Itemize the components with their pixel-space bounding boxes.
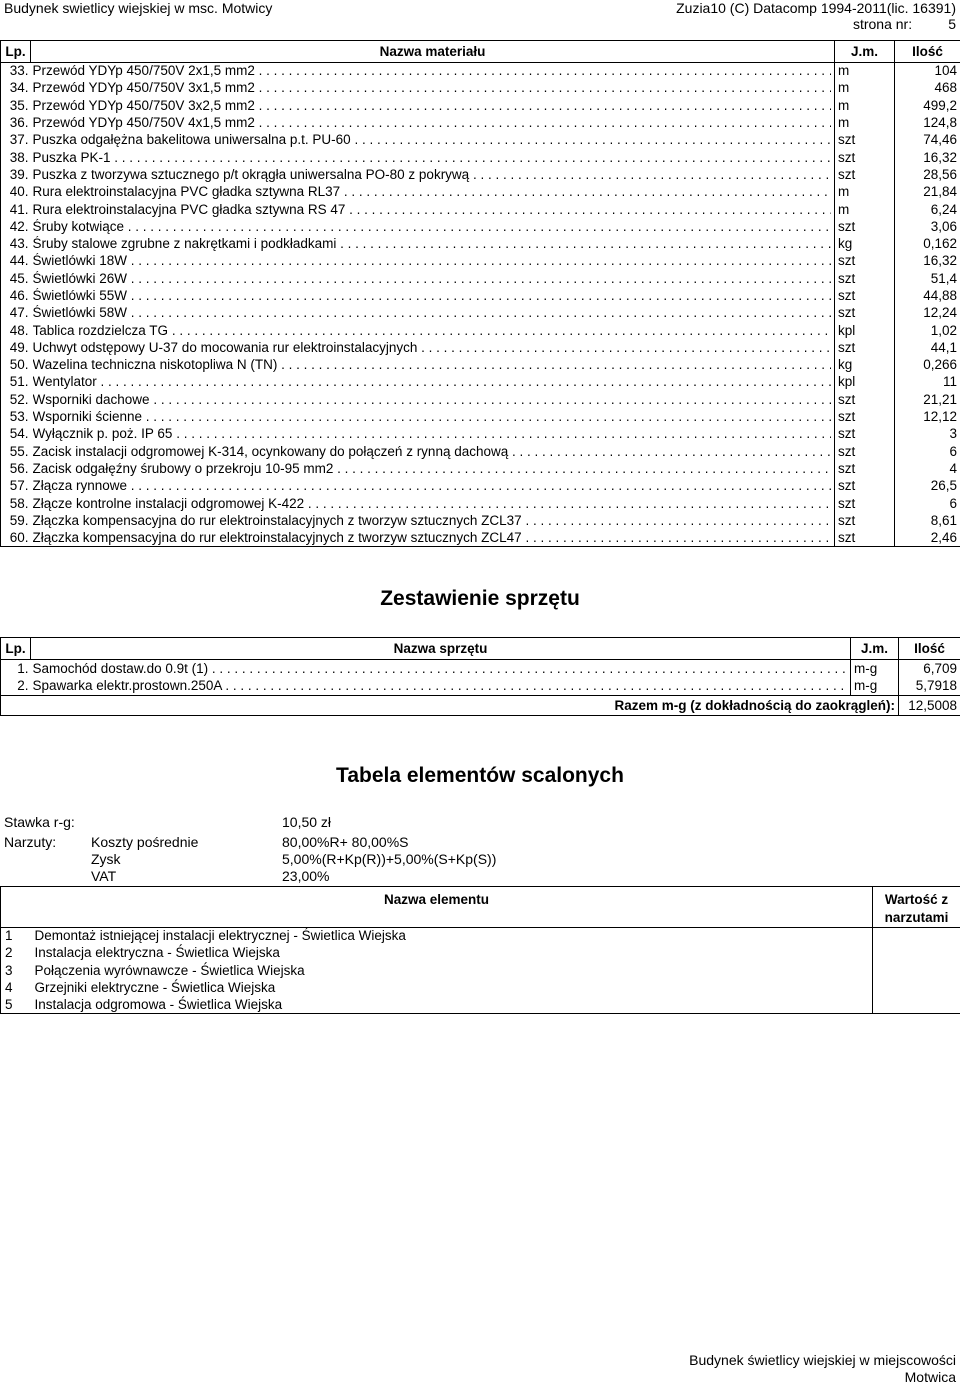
row-unit: szt	[835, 426, 895, 443]
table-row	[1, 184, 960, 201]
row-lp: 56.	[1, 460, 31, 477]
row-name: Przewód YDYp 450/750V 3x1,5 mm2 . . .	[33, 80, 832, 96]
materials-header-row	[1, 41, 960, 63]
row-qty: 6	[895, 495, 960, 512]
table-row	[1, 114, 960, 131]
row-name: Świetlówki 58W . . .	[33, 305, 832, 321]
row-lp: 52.	[1, 391, 31, 408]
markup-name: Zysk	[91, 851, 121, 867]
row-qty: 3	[895, 426, 960, 443]
row-value	[873, 979, 960, 996]
page-label: strona nr:	[852, 16, 913, 32]
row-lp: 41.	[1, 201, 31, 218]
row-unit: m	[835, 201, 895, 218]
row-name: Przewód YDYp 450/750V 4x1,5 mm2 . . .	[33, 115, 832, 131]
markup-value: 5,00%(R+Kp(R))+5,00%(S+Kp(S))	[282, 851, 497, 867]
table-row	[1, 132, 960, 149]
row-lp: 3	[1, 962, 31, 979]
eq-col-lp: Lp.	[1, 638, 31, 660]
row-lp: 45.	[1, 270, 31, 287]
row-lp: 34.	[1, 80, 31, 97]
row-name: Świetlówki 26W . . .	[33, 271, 832, 287]
row-name-cell	[31, 80, 835, 97]
table-row	[1, 962, 960, 979]
table-row	[1, 253, 960, 270]
row-lp: 46.	[1, 287, 31, 304]
row-name: Rura elektroinstalacyjna PVC gładka sztywna RS 47 . . .	[33, 202, 832, 218]
row-lp: 39.	[1, 166, 31, 183]
table-row	[1, 166, 960, 183]
row-name: Złączka kompensacyjna do rur elektroinstalacyjnych z tworzyw sztucznych ZCL47 . . .	[33, 530, 832, 546]
row-qty: 3,06	[895, 218, 960, 235]
row-name-cell	[31, 218, 835, 235]
table-row	[1, 460, 960, 477]
row-lp: 43.	[1, 235, 31, 252]
row-unit: szt	[835, 253, 895, 270]
row-name: Złącza rynnowe . . .	[33, 478, 832, 494]
row-qty: 11	[895, 374, 960, 391]
row-unit: szt	[835, 218, 895, 235]
table-row	[1, 305, 960, 322]
row-unit: szt	[835, 460, 895, 477]
row-lp: 49.	[1, 339, 31, 356]
row-qty: 12,24	[895, 305, 960, 322]
row-name: Śruby stalowe zgrubne z nakrętkami i podkładkami . . .	[33, 236, 832, 252]
row-name-cell	[31, 270, 835, 287]
row-name: Wazelina techniczna niskotopliwa N (TN) . . .	[33, 357, 832, 373]
table-row	[1, 678, 960, 696]
row-qty: 104	[895, 63, 960, 80]
row-name-cell	[31, 149, 835, 166]
row-name: Złącze kontrolne instalacji odgromowej K-422 . . .	[33, 496, 832, 512]
row-name: Spawarka elektr.prostown.250A . . .	[33, 678, 848, 694]
row-lp: 42.	[1, 218, 31, 235]
table-row	[1, 391, 960, 408]
row-qty: 28,56	[895, 166, 960, 183]
row-unit: m	[835, 184, 895, 201]
table-row	[1, 287, 960, 304]
el-col-name: Nazwa elementu	[1, 887, 873, 928]
row-name: Uchwyt odstępowy U-37 do mocowania rur elektroinstalacyjnych . . .	[33, 340, 832, 356]
row-name-cell	[31, 478, 835, 495]
row-unit: szt	[835, 512, 895, 529]
row-name-cell	[31, 495, 835, 512]
row-name-cell	[31, 63, 835, 80]
row-name: Demontaż istniejącej instalacji elektrycznej - Świetlica Wiejska	[31, 928, 873, 945]
table-row	[1, 80, 960, 97]
row-name-cell	[31, 512, 835, 529]
row-lp: 50.	[1, 357, 31, 374]
col-name: Nazwa materiału	[31, 41, 835, 63]
table-row	[1, 426, 960, 443]
row-unit: szt	[835, 149, 895, 166]
table-row	[1, 443, 960, 460]
row-lp: 40.	[1, 184, 31, 201]
row-lp: 4	[1, 979, 31, 996]
row-name-cell	[31, 166, 835, 183]
row-name-cell	[31, 235, 835, 252]
row-name-cell	[31, 443, 835, 460]
row-unit: szt	[835, 530, 895, 547]
row-name: Rura elektroinstalacyjna PVC gładka sztywna RL37 . . .	[33, 184, 832, 200]
row-name-cell	[31, 460, 835, 477]
row-name-cell	[31, 678, 851, 696]
row-name: Tablica rozdzielcza TG . . .	[33, 323, 832, 339]
rate-label: Stawka r-g:	[4, 814, 75, 830]
markup-name: VAT	[91, 868, 117, 884]
table-row	[1, 530, 960, 547]
row-name-cell	[31, 201, 835, 218]
page-number-line	[676, 16, 956, 32]
table-row	[1, 63, 960, 80]
eq-col-unit: J.m.	[851, 638, 899, 660]
table-row	[1, 218, 960, 235]
row-name: Wyłącznik p. poż. IP 65 . . .	[33, 426, 832, 442]
row-unit: szt	[835, 270, 895, 287]
equipment-total-row	[1, 696, 960, 716]
row-qty: 74,46	[895, 132, 960, 149]
row-qty: 1,02	[895, 322, 960, 339]
table-row	[1, 201, 960, 218]
row-name-cell	[31, 408, 835, 425]
row-qty: 16,32	[895, 149, 960, 166]
table-row	[1, 97, 960, 114]
total-value: 12,5008	[899, 696, 960, 716]
row-unit: szt	[835, 478, 895, 495]
row-name-cell	[31, 322, 835, 339]
page-number: 5	[948, 16, 956, 32]
row-lp: 53.	[1, 408, 31, 425]
row-name: Wsporniki dachowe . . .	[33, 392, 832, 408]
table-row	[1, 357, 960, 374]
row-lp: 47.	[1, 305, 31, 322]
row-qty: 0,162	[895, 235, 960, 252]
row-name-cell	[31, 426, 835, 443]
row-lp: 37.	[1, 132, 31, 149]
table-row	[1, 512, 960, 529]
row-lp: 59.	[1, 512, 31, 529]
row-name: Instalacja odgromowa - Świetlica Wiejska	[31, 997, 873, 1014]
row-lp: 35.	[1, 97, 31, 114]
markup-value: 80,00%R+ 80,00%S	[282, 834, 409, 850]
row-lp: 5	[1, 997, 31, 1014]
row-lp: 60.	[1, 530, 31, 547]
row-value	[873, 928, 960, 945]
row-name-cell	[31, 305, 835, 322]
row-qty: 5,7918	[899, 678, 960, 696]
row-qty: 6,709	[899, 660, 960, 678]
row-name: Grzejniki elektryczne - Świetlica Wiejska	[31, 979, 873, 996]
el-col-value: Wartość z narzutami	[873, 887, 960, 928]
row-qty: 6,24	[895, 201, 960, 218]
row-lp: 38.	[1, 149, 31, 166]
row-qty: 16,32	[895, 253, 960, 270]
row-qty: 4	[895, 460, 960, 477]
row-name: Zacisk instalacji odgromowej K-314, ocynkowany do połączeń z rynną dachową . . .	[33, 444, 832, 460]
row-unit: szt	[835, 287, 895, 304]
table-row	[1, 979, 960, 996]
row-name: Śruby kotwiące . . .	[33, 219, 832, 235]
row-name-cell	[31, 287, 835, 304]
row-unit: szt	[835, 443, 895, 460]
row-qty: 8,61	[895, 512, 960, 529]
row-value	[873, 997, 960, 1014]
eq-col-name: Nazwa sprzętu	[31, 638, 851, 660]
row-qty: 6	[895, 443, 960, 460]
total-label: Razem m-g (z dokładnością do zaokrągleń):	[1, 696, 899, 716]
row-lp: 36.	[1, 114, 31, 131]
header-document-title: Budynek swietlicy wiejskiej w msc. Motwicy	[4, 0, 273, 16]
row-qty: 2,46	[895, 530, 960, 547]
row-qty: 44,1	[895, 339, 960, 356]
row-lp: 51.	[1, 374, 31, 391]
row-name-cell	[31, 184, 835, 201]
footer-line-2: Motwica	[904, 1369, 956, 1383]
markups-label: Narzuty:	[4, 834, 57, 850]
equipment-table	[0, 637, 960, 716]
elements-title: Tabela elementów scalonych	[336, 764, 624, 787]
row-name: Przewód YDYp 450/750V 3x2,5 mm2 . . .	[33, 98, 832, 114]
elements-table	[0, 886, 960, 1014]
row-unit: kpl	[835, 322, 895, 339]
table-row	[1, 322, 960, 339]
row-name: Instalacja elektryczna - Świetlica Wiejska	[31, 945, 873, 962]
row-name-cell	[31, 391, 835, 408]
elements-header-row	[1, 887, 960, 928]
rate-value: 10,50 zł	[282, 814, 332, 830]
row-name: Wsporniki ścienne . . .	[33, 409, 832, 425]
row-unit: m	[835, 63, 895, 80]
table-row	[1, 149, 960, 166]
row-name-cell	[31, 132, 835, 149]
row-name-cell	[31, 530, 835, 547]
row-name-cell	[31, 357, 835, 374]
row-name: Świetlówki 55W . . .	[33, 288, 832, 304]
row-name: Samochód dostaw.do 0.9t (1) . . .	[33, 661, 848, 677]
row-name: Złączka kompensacyjna do rur elektroinstalacyjnych z tworzyw sztucznych ZCL37 . . .	[33, 513, 832, 529]
row-name-cell	[31, 339, 835, 356]
row-value	[873, 945, 960, 962]
row-qty: 21,84	[895, 184, 960, 201]
table-row	[1, 495, 960, 512]
row-unit: m-g	[851, 678, 899, 696]
row-name: Puszka odgałężna bakelitowa uniwersalna p.t. PU-60 . . .	[33, 132, 832, 148]
row-lp: 2.	[1, 678, 31, 696]
row-unit: m	[835, 114, 895, 131]
row-name: Świetlówki 18W . . .	[33, 253, 832, 269]
row-unit: szt	[835, 305, 895, 322]
row-lp: 57.	[1, 478, 31, 495]
row-qty: 499,2	[895, 97, 960, 114]
header-software-info	[676, 0, 956, 32]
table-row	[1, 997, 960, 1014]
row-name-cell	[31, 253, 835, 270]
row-name: Przewód YDYp 450/750V 2x1,5 mm2 . . .	[33, 63, 832, 79]
table-row	[1, 945, 960, 962]
materials-table	[0, 40, 960, 547]
table-row	[1, 660, 960, 678]
table-row	[1, 374, 960, 391]
row-unit: kpl	[835, 374, 895, 391]
eq-col-qty: Ilość	[899, 638, 960, 660]
table-row	[1, 235, 960, 252]
row-lp: 33.	[1, 63, 31, 80]
table-row	[1, 339, 960, 356]
table-row	[1, 270, 960, 287]
table-row	[1, 408, 960, 425]
row-name: Zacisk odgałęźny śrubowy o przekroju 10-95 mm2 . . .	[33, 461, 832, 477]
table-row	[1, 478, 960, 495]
col-lp: Lp.	[1, 41, 31, 63]
row-lp: 48.	[1, 322, 31, 339]
row-qty: 468	[895, 80, 960, 97]
row-qty: 44,88	[895, 287, 960, 304]
row-name-cell	[31, 660, 851, 678]
col-qty: Ilość	[895, 41, 960, 63]
footer-line-1: Budynek świetlicy wiejskiej w miejscowości	[689, 1352, 956, 1368]
row-unit: kg	[835, 357, 895, 374]
row-unit: kg	[835, 235, 895, 252]
footer	[689, 1352, 956, 1383]
row-name-cell	[31, 374, 835, 391]
row-unit: m-g	[851, 660, 899, 678]
row-unit: szt	[835, 339, 895, 356]
row-name-cell	[31, 114, 835, 131]
row-unit: m	[835, 97, 895, 114]
table-row	[1, 928, 960, 945]
row-lp: 1.	[1, 660, 31, 678]
row-unit: szt	[835, 495, 895, 512]
row-name: Wentylator . . .	[33, 374, 832, 390]
row-lp: 44.	[1, 253, 31, 270]
row-lp: 55.	[1, 443, 31, 460]
row-qty: 124,8	[895, 114, 960, 131]
row-qty: 51,4	[895, 270, 960, 287]
row-qty: 26,5	[895, 478, 960, 495]
row-name: Puszka PK-1 . . .	[33, 150, 832, 166]
row-unit: szt	[835, 132, 895, 149]
row-name: Puszka z tworzywa sztucznego p/t okrągła uniwersalna PO-80 z pokrywą . . .	[33, 167, 832, 183]
row-name: Połączenia wyrównawcze - Świetlica Wiejska	[31, 962, 873, 979]
row-unit: szt	[835, 391, 895, 408]
row-qty: 12,12	[895, 408, 960, 425]
row-unit: szt	[835, 166, 895, 183]
row-lp: 2	[1, 945, 31, 962]
col-unit: J.m.	[835, 41, 895, 63]
markup-value: 23,00%	[282, 868, 330, 884]
row-name-cell	[31, 97, 835, 114]
row-lp: 54.	[1, 426, 31, 443]
row-qty: 21,21	[895, 391, 960, 408]
equipment-title: Zestawienie sprzętu	[380, 587, 580, 610]
header-license: Zuzia10 (C) Datacomp 1994-2011(lic. 16391)	[676, 0, 956, 16]
equipment-header-row	[1, 638, 960, 660]
row-unit: m	[835, 80, 895, 97]
row-lp: 58.	[1, 495, 31, 512]
row-qty: 0,266	[895, 357, 960, 374]
row-unit: szt	[835, 408, 895, 425]
row-value	[873, 962, 960, 979]
row-lp: 1	[1, 928, 31, 945]
markup-name: Koszty pośrednie	[91, 834, 199, 850]
